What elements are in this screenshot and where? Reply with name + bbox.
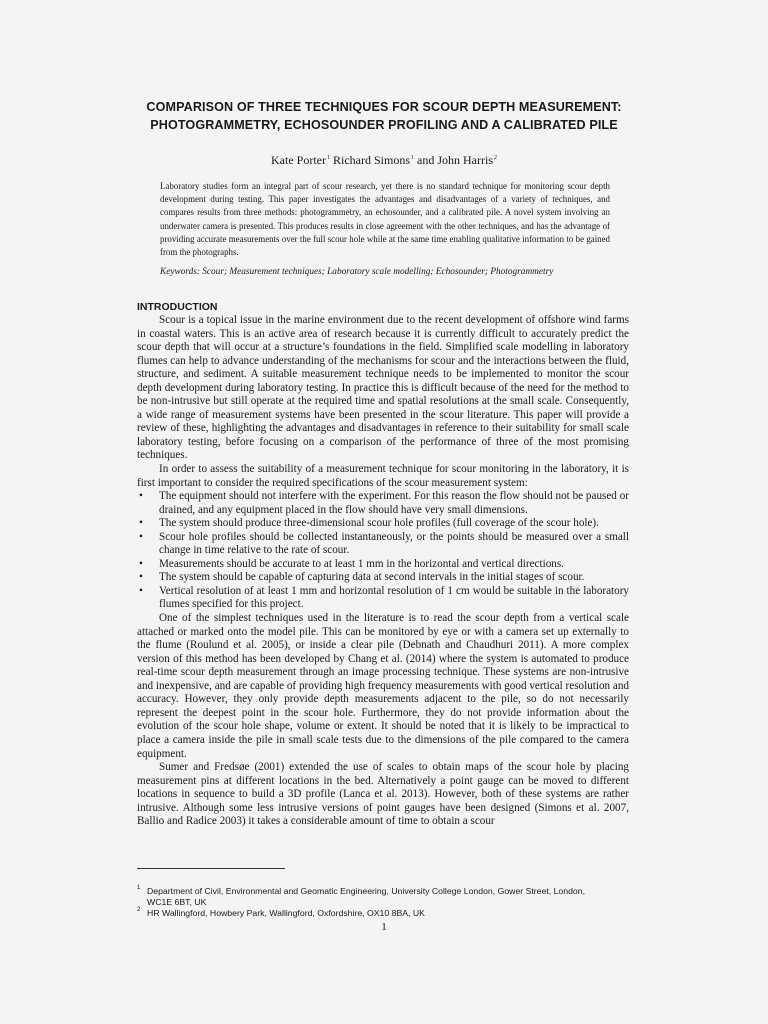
page-number: 1	[381, 921, 387, 933]
affiliation-mark: 1	[327, 155, 330, 161]
bullet-icon: •	[139, 584, 143, 597]
paragraph-3: One of the simplest techniques used in the literature is to read the scour depth from a vertical scale attached or marked onto the model pile. This can be monitored by eye or with a camera set up externally to the flume (Roulund et al. 2005), or inside a clear pile (Debnath and Chaudhuri 2011). A more complex version of this method has been developed by Chang et al. (2014) where the system is automated to produce real-time scour depth measurement through an image processing technique. These systems are non-intrusive and inexpensive, and are capable of providing high frequency measurements with good vertical resolution and accuracy. However, they only provide depth measurements adjacent to the pile, so do not necessarily represent the deepest point in the scour hole. Furthermore, they do not provide information about the evolution of the scour hole shape, volume or extent. It should be noted that it is likely to be impractical to place a camera inside the pile in small scale tests due to the dimensions of the pile compared to the camera equipment.	[137, 612, 629, 760]
author-harris: and John Harris	[414, 153, 493, 167]
body-text	[137, 300, 629, 829]
title-line-1: COMPARISON OF THREE TECHNIQUES FOR SCOUR DEPTH MEASUREMENT:	[146, 100, 622, 114]
bullet-icon: •	[139, 571, 143, 584]
list-item: • The equipment should not interfere with the experiment. For this reason the flow should not be paused or drained, and any equipment placed in the flow should have very small dimensions.	[139, 490, 629, 516]
list-item: • The system should produce three-dimensional scour hole profiles (full coverage of the scour hole).	[139, 517, 599, 530]
list-item: • Scour hole profiles should be collected instantaneously, or the points should be measured over a small change in time relative to the rate of scour.	[139, 530, 629, 557]
affiliation-mark: 1	[411, 155, 414, 161]
bullet-icon: •	[139, 517, 143, 530]
paragraph-1: Scour is a topical issue in the marine environment due to the recent development of offshore wind farms in coastal waters. This is an active area of research because it is currently difficult to accurately predict the scour depth that will occur at a structure’s foundations in the field. Simplified scale modelling in laboratory flumes can help to advance understanding of the mechanisms for scour and the interactions between the fluid, structure, and sediment. A suitable measurement technique needs to be implemented to monitor the scour depth development during laboratory testing. In practice this is difficult because of the need for the method to be non-intrusive but still operate at the required time and spatial resolutions at the small scale. Consequently, a wide range of measurement systems have been presented in the scour literature. This paper will provide a review of these, highlighting the advantages and disadvantages in reference to their suitability for small scale laboratory testing, before focusing on a comparison of the performance of three of the most promising techniques.	[137, 314, 629, 462]
bullet-icon: •	[139, 530, 143, 543]
footnote-1: 1 Department of Civil, Environmental and Geomatic Engineering, University College London, Gower Street, London, WC1E 6BT, UK	[137, 885, 585, 907]
list-item: • Vertical resolution of at least 1 mm and horizontal resolution of 1 cm would be suitable in the laboratory flumes specified for this project.	[139, 584, 629, 611]
list-item: • The system should be capable of capturing data at second intervals in the initial stages of scour.	[139, 571, 585, 584]
author-porter: Kate Porter	[271, 153, 326, 167]
footnote-mark: 1	[137, 885, 141, 891]
footnote-divider	[137, 868, 285, 869]
footnote-mark: 2	[137, 907, 141, 913]
author-list	[120, 150, 648, 168]
author-simons: Richard Simons	[330, 153, 410, 167]
section-heading-introduction: INTRODUCTION	[137, 301, 218, 313]
bullet-icon: •	[139, 557, 143, 570]
paragraph-4: Sumer and Fredsøe (2001) extended the use of scales to obtain maps of the scour hole by placing measurement pins at different locations in the bed. Alternatively a point gauge can be moved to different locations in sequence to build a 3D profile (Lanca et al. 2013). However, both of these systems are rather intrusive. Although some less intrusive versions of point gauges have been designed (Simons et al. 2007, Ballio and Radice 2003) it takes a considerable amount of time to obtain a scour	[137, 761, 629, 828]
affiliation-mark: 2	[493, 155, 497, 161]
list-item: • Measurements should be accurate to at least 1 mm in the horizontal and vertical directions.	[139, 557, 564, 570]
footnote-2: 2 HR Wallingford, Howbery Park, Wallingford, Oxfordshire, OX10 8BA, UK	[137, 907, 425, 918]
requirements-list	[137, 490, 629, 612]
title-line-2: PHOTOGRAMMETRY, ECHOSOUNDER PROFILING AND A CALIBRATED PILE	[150, 118, 618, 132]
footnotes	[137, 886, 629, 919]
abstract: Laboratory studies form an integral part of scour research, yet there is no standard technique for monitoring scour depth development during testing. This paper investigates the advantages and disadvantages of a variety of techniques, and compares results from three methods: photogrammetry, an echosounder, and a calibrated pile. A novel system involving an underwater camera is presented. This produces results in close agreement with the other techniques, and has the advantage of providing accurate measurements over the full scour hole while at the same time enabling qualitative information to be gained from the photographs.	[160, 181, 610, 258]
paper-title	[120, 98, 648, 134]
paragraph-2: In order to assess the suitability of a measurement technique for scour monitoring in the laboratory, it is first important to consider the required specifications of the scour measurement system:	[137, 463, 629, 489]
bullet-icon: •	[139, 490, 143, 503]
keywords: Keywords: Scour; Measurement techniques; Laboratory scale modelling; Echosounder; Photogrammetry	[160, 267, 554, 277]
